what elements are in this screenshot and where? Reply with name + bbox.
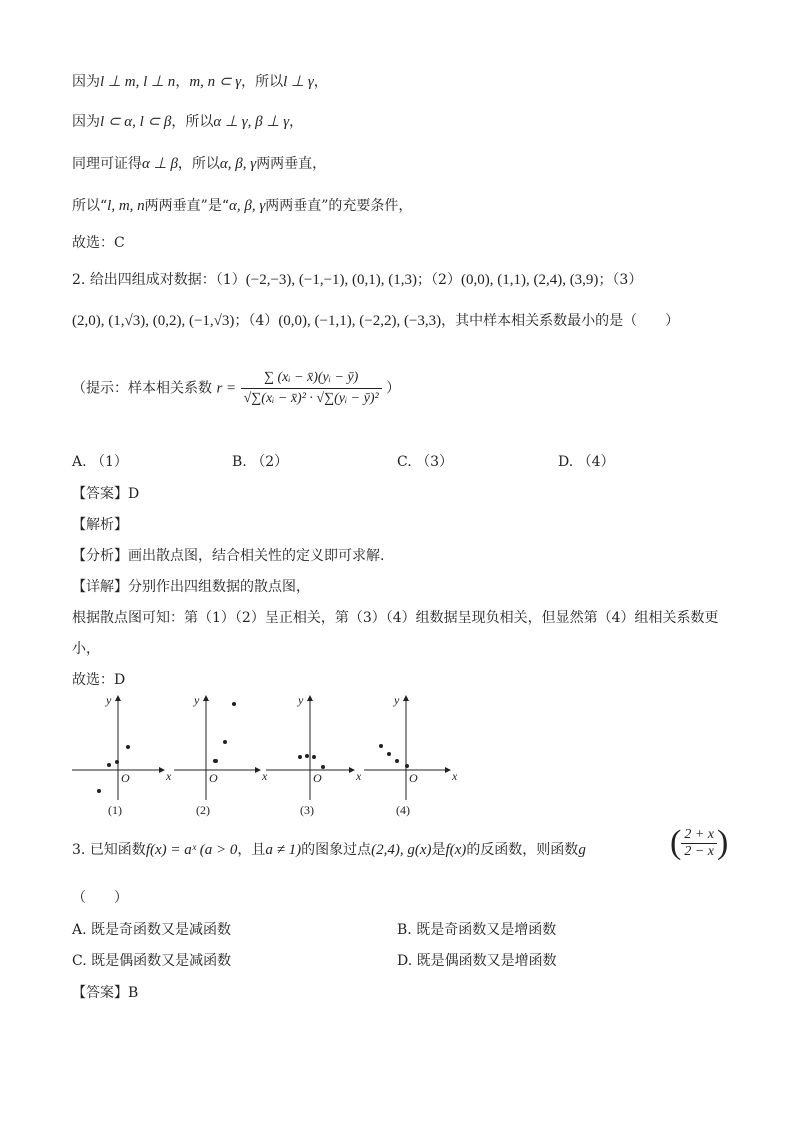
q3-answer (72, 983, 138, 1003)
q2-option-d[interactable] (558, 452, 615, 472)
text: ，所以 (241, 74, 284, 90)
data-point (379, 744, 383, 748)
math: α, β, γ (219, 156, 257, 172)
math: m, n ⊂ γ (189, 74, 242, 90)
option-label: B. 既是奇函数又是增函数 (397, 922, 557, 938)
q2-answer (72, 484, 139, 504)
correlation-formula (241, 368, 382, 409)
math: f(x) (445, 842, 467, 858)
answer-text: 【答案】B (72, 985, 139, 1001)
answer-text: 【答案】D (72, 486, 140, 502)
origin-label: O (121, 771, 130, 785)
plot-caption: (1) (108, 803, 122, 817)
text: 画出散点图，结合相关性的定义即可求解. (128, 548, 385, 564)
x-axis-label: x (356, 769, 362, 783)
math: α, β, γ (229, 198, 266, 214)
option-label: C. 既是偶函数又是减函数 (72, 953, 232, 969)
y-axis-label: y (194, 693, 200, 707)
option-label: D. （4） (558, 454, 615, 470)
text: ，其中样本相关系数最小的是（ ） (441, 313, 680, 329)
text: 根据散点图可知：第（1）（2）呈正相关，第（3）（4）组数据呈现负相关，但显然第（4）组相关系数更 (72, 610, 719, 626)
q2-xiangjie (72, 577, 310, 597)
text: 是 (431, 842, 446, 858)
y-axis-label: y (394, 693, 400, 707)
solution-line-3 (72, 154, 326, 174)
scatter-plot-2 (174, 693, 268, 817)
math: (0,0), (1,1), (2,4), (3,9) (460, 272, 599, 288)
text: ；（4） (234, 313, 279, 329)
plot-caption: (2) (196, 803, 210, 817)
text: ；（2） (417, 272, 461, 288)
data-point (387, 752, 391, 756)
question-number: 3. (72, 842, 86, 858)
plot-caption: (4) (396, 803, 410, 817)
data-point (214, 759, 218, 763)
data-point (107, 763, 111, 767)
text: 已知函数 (89, 842, 146, 858)
math: l ⊥ γ (283, 74, 314, 90)
q2-choose (72, 670, 125, 690)
x-axis-label: x (262, 769, 268, 783)
q3-option-b[interactable] (397, 920, 556, 940)
formula-denominator: √∑(xᵢ − x̄)² · √∑(yᵢ − ȳ)² (243, 391, 379, 406)
math: l ⊥ m, l ⊥ n (100, 74, 176, 90)
q3-option-d[interactable] (397, 951, 557, 971)
math: α ⊥ γ, β ⊥ γ (213, 114, 290, 130)
text: 所以“ (72, 198, 108, 214)
solution-line-5 (72, 233, 125, 253)
solution-line-1 (72, 72, 328, 92)
section-tag: 【分析】 (72, 548, 128, 564)
question-number: 2. (72, 272, 86, 288)
math: (2,4), g(x) (371, 842, 432, 858)
text: 分别作出四组数据的散点图， (128, 579, 310, 595)
option-label: A. （1） (72, 454, 128, 470)
q2-hint (72, 368, 400, 409)
q2-body-line-1 (72, 608, 719, 628)
text: 的图象过点 (301, 842, 372, 858)
x-axis-label: x (452, 769, 458, 783)
text: ， (313, 74, 328, 90)
left-paren: ( (670, 824, 682, 861)
text: 两两垂直”是“ (144, 198, 229, 214)
math: f(x) = aˣ (a > 0 (145, 842, 238, 858)
math: g (578, 842, 586, 858)
data-point (305, 754, 309, 758)
data-point (223, 740, 227, 744)
origin-label: O (409, 771, 418, 785)
data-point (126, 745, 130, 749)
q2-stem-line-1 (72, 270, 642, 290)
option-label: B. （2） (232, 454, 289, 470)
text: 故选：C (72, 235, 125, 251)
q3-fraction-group (670, 826, 728, 860)
data-point (395, 759, 399, 763)
q2-stem-line-2 (72, 311, 679, 331)
data-point (115, 760, 119, 764)
y-axis-label: y (298, 693, 304, 707)
option-label: D. 既是偶函数又是增函数 (397, 953, 557, 969)
q3-option-c[interactable] (72, 951, 231, 971)
text: 两两垂直， (256, 156, 327, 172)
q3-fraction (681, 827, 717, 860)
math: l ⊂ α, l ⊂ β (100, 114, 172, 130)
math: a ≠ 1) (265, 842, 302, 858)
solution-line-4 (72, 196, 412, 216)
math: r = (216, 380, 237, 397)
math: (0,0), (−1,1), (−2,2), (−3,3) (278, 313, 442, 329)
fraction-denominator: 2 − x (684, 843, 714, 859)
q2-jiexi (72, 515, 128, 535)
text: ；（3） (598, 272, 643, 288)
text: ， (175, 74, 190, 90)
option-label: C. （3） (397, 454, 454, 470)
section-tag: 【详解】 (72, 579, 128, 595)
data-point (232, 702, 236, 706)
option-label: A. 既是奇函数又是减函数 (72, 922, 232, 938)
origin-label: O (313, 771, 322, 785)
formula-numerator: ∑ (xᵢ − x̄)(yᵢ − ȳ) (241, 368, 382, 389)
data-point (405, 764, 409, 768)
q3-option-a[interactable] (72, 920, 231, 940)
scatter-plot-1 (72, 693, 172, 817)
scatter-plots-figure (66, 690, 466, 820)
scatter-plot-4 (364, 693, 458, 817)
q2-option-a[interactable] (72, 452, 128, 472)
text: 因为 (72, 74, 100, 90)
scatter-plot-3 (266, 693, 362, 817)
origin-label: O (209, 771, 218, 785)
plot-caption: (3) (300, 803, 314, 817)
text: 故选：D (72, 672, 126, 688)
math: l, m, n (107, 198, 145, 214)
text: 小， (72, 641, 100, 657)
text: 因为 (72, 114, 100, 130)
y-axis-label: y (106, 693, 112, 707)
solution-line-2 (72, 112, 303, 132)
q2-fenxi (72, 546, 384, 566)
q2-option-c[interactable] (397, 452, 453, 472)
text: ， (289, 114, 304, 130)
math: α ⊥ β (142, 156, 178, 172)
text: 同理可证得 (72, 156, 142, 172)
text: 两两垂直”的充要条件， (265, 198, 413, 214)
q2-body-line-2 (72, 639, 100, 659)
fraction-numerator: 2 + x (681, 827, 717, 844)
section-tag: 【解析】 (72, 517, 128, 533)
text: ） (386, 380, 401, 397)
text: ，所以 (171, 114, 214, 130)
text: 给出四组成对数据：（1） (89, 272, 246, 288)
data-point (312, 755, 316, 759)
text: 的反函数，则函数 (466, 842, 579, 858)
q2-option-b[interactable] (232, 452, 288, 472)
data-point (97, 789, 101, 793)
text: （提示：样本相关系数 (72, 380, 212, 397)
math: (−2,−3), (−1,−1), (0,1), (1,3) (245, 272, 418, 288)
data-point (321, 765, 325, 769)
text: ，所以 (177, 156, 220, 172)
right-paren: ) (717, 824, 729, 861)
data-point (298, 755, 302, 759)
q3-stem-line-1 (72, 840, 586, 860)
x-axis-label: x (166, 769, 172, 783)
math: (2,0), (1,√3), (0,2), (−1,√3) (72, 313, 235, 329)
text: （ ） (72, 890, 128, 906)
q3-blank (72, 888, 128, 908)
text: ，且 (237, 842, 266, 858)
